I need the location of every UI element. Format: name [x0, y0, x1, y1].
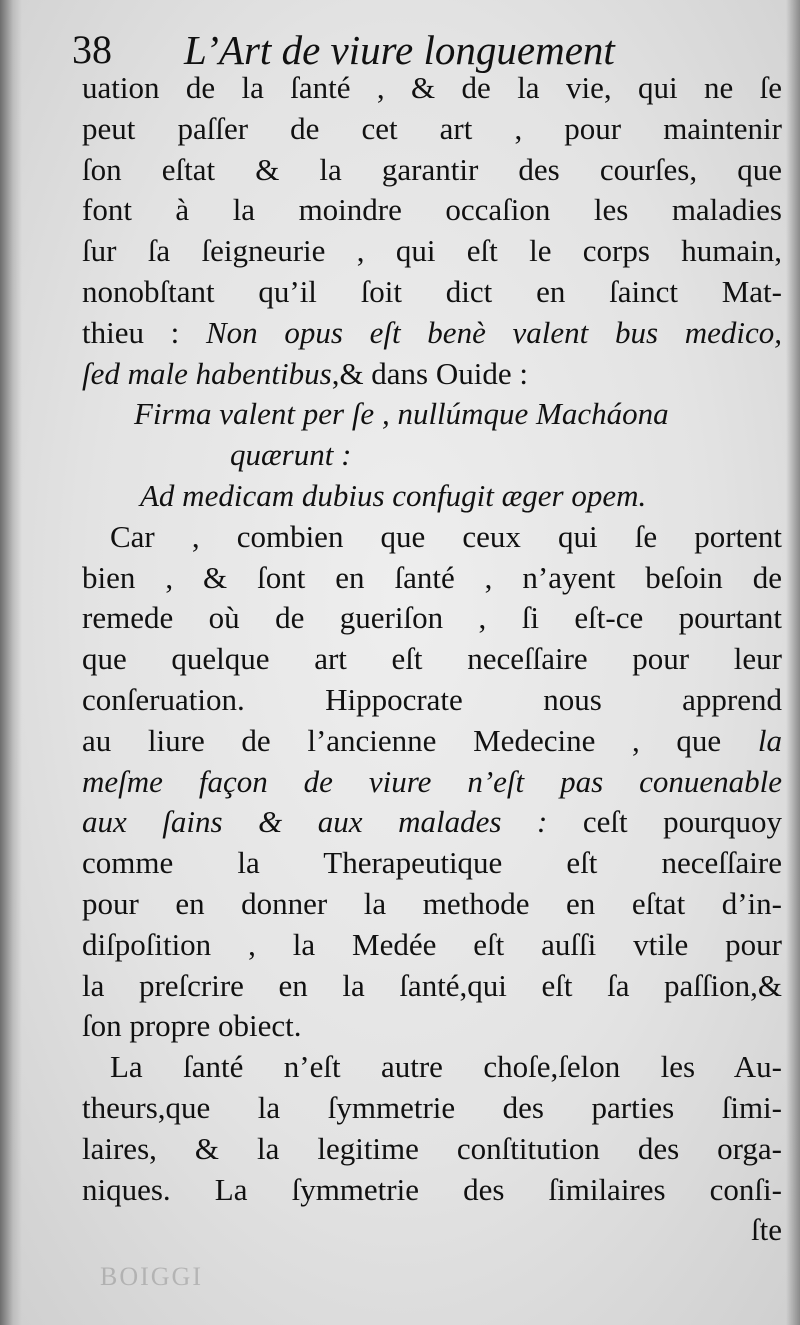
- italic-line: meſme façon de viure n’eſt pas conuenable: [82, 763, 782, 799]
- running-title: L’Art de viure longuement: [184, 27, 615, 73]
- paragraph-start: La ſanté n’eſt autre choſe,ſelon les Au-: [110, 1049, 782, 1085]
- text-plain: thieu :: [82, 314, 206, 350]
- latin-quote: Non opus eſt benè valent bus medico,: [206, 314, 782, 350]
- italic-text: la: [757, 722, 782, 758]
- text-line: laires, & la legitime conſtitution des orga-: [82, 1130, 782, 1166]
- text-line: diſpoſition , la Medée eſt auſſi vtile pour: [82, 926, 782, 962]
- text-line: ſon propre obiect.: [82, 1008, 302, 1044]
- verse-line: Ad medicam dubius confugit æger opem.: [140, 477, 647, 513]
- page-edge-shadow: [786, 0, 800, 1325]
- text-line: remede où de gueriſon , ſi eſt-ce pourtant: [82, 600, 782, 636]
- latin-quote: ſed male habentibus: [82, 355, 332, 391]
- verse-line: Firma valent per ſe , nullúmque Macháona: [134, 396, 669, 432]
- text-line: [82, 313, 782, 354]
- text-line: conſeruation. Hippocrate nous apprend: [82, 681, 782, 717]
- body-text: [82, 68, 782, 1251]
- text-plain: au liure de l’ancienne Medecine , que: [82, 722, 758, 758]
- text-line: bien , & ſont en ſanté , n’ayent beſoin de: [82, 559, 782, 595]
- verse-line: quærunt :: [230, 437, 352, 473]
- text-line: ſur ſa ſeigneurie , qui eſt le corps humain,: [82, 233, 782, 269]
- italic-text: aux ſains & aux malades :: [82, 804, 548, 840]
- text-line: la preſcrire en la ſanté,qui eſt ſa paſſion,&: [82, 967, 782, 1003]
- text-line: peut paſſer de cet art , pour maintenir: [82, 110, 782, 146]
- text-line: [82, 354, 782, 395]
- paragraph-start: Car , combien que ceux qui ſe portent: [110, 518, 782, 554]
- text-line: que quelque art eſt neceſſaire pour leur: [82, 641, 782, 677]
- text-line: [82, 721, 782, 762]
- text-line: font à la moindre occaſion les maladies: [82, 192, 782, 228]
- text-line: pour en donner la methode en eſtat d’in-: [82, 885, 782, 921]
- text-plain: ,& dans Ouide :: [331, 355, 528, 391]
- text-line: niques. La ſymmetrie des ſimilaires conſi-: [82, 1171, 782, 1207]
- text-line: [82, 802, 782, 843]
- text-line: nonobſtant qu’il ſoit dict en ſainct Mat-: [82, 273, 782, 309]
- text-plain: ceſt pourquoy: [547, 804, 782, 840]
- text-line: comme la Therapeutique eſt neceſſaire: [82, 845, 782, 881]
- page-number: 38: [72, 27, 112, 72]
- text-line: uation de la ſanté , & de la vie, qui ne ſe: [82, 70, 782, 105]
- catchword: ſte: [751, 1212, 782, 1248]
- spine-shadow: [0, 0, 22, 1325]
- bleed-through-text: BOIGGI: [100, 1262, 203, 1291]
- text-line: theurs,que la ſymmetrie des parties ſimi-: [82, 1089, 782, 1125]
- text-line: ſon eſtat & la garantir des courſes, que: [82, 151, 782, 187]
